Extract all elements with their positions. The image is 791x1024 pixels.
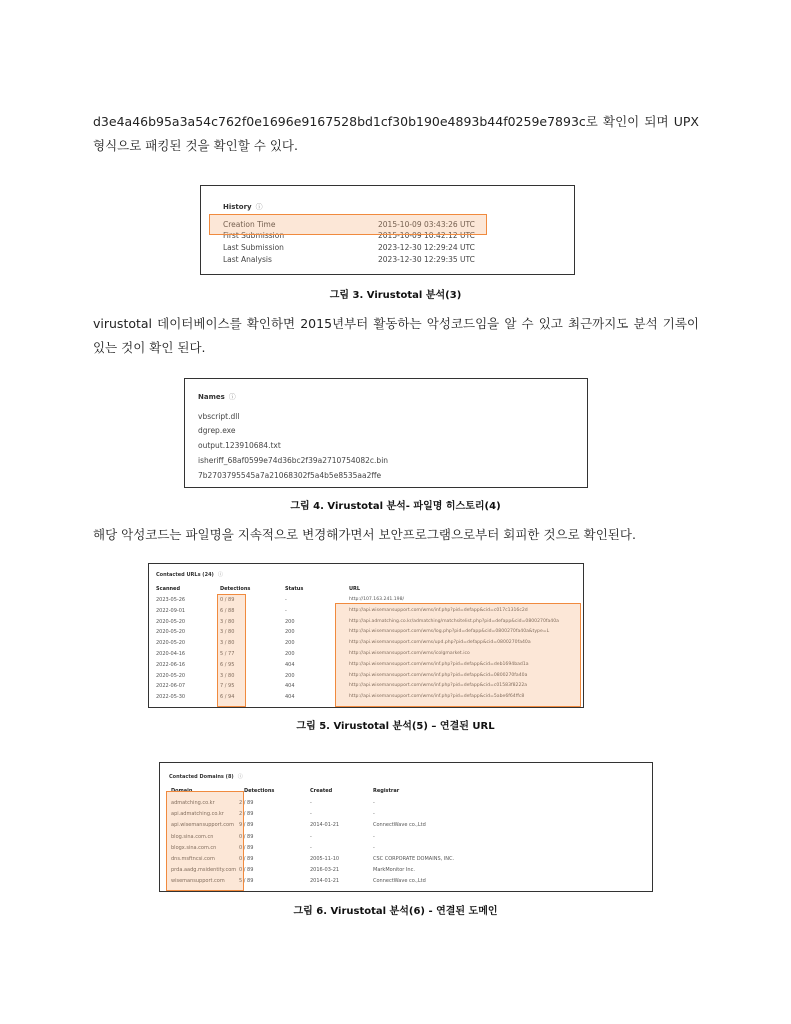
name-item: dgrep.exe xyxy=(198,426,236,435)
cell-detections: 3 / 80 xyxy=(220,629,235,636)
cell-registrar: ConnectWave co.,Ltd xyxy=(373,878,426,885)
figure3-caption: 그림 3. Virustotal 분석(3) xyxy=(329,290,462,301)
cell-scanned: 2020-05-20 xyxy=(156,640,186,647)
cell-detections: 0 / 89 xyxy=(239,844,254,851)
figure4-caption: 그림 4. Virustotal 분석- 파일명 히스토리(4) xyxy=(290,501,501,512)
cell-domain[interactable]: admatching.co.kr xyxy=(171,800,215,806)
name-item: vbscript.dll xyxy=(198,412,240,421)
cell-detections: 9 / 89 xyxy=(239,822,254,829)
cell-domain[interactable]: dns.msftncsi.com xyxy=(171,856,215,862)
history-title: History ⓘ xyxy=(223,203,263,211)
cell-detections: 5 / 89 xyxy=(239,878,254,885)
name-item: isheriff_68af0599e74d36bc2f39a2710754082c.bin xyxy=(198,456,389,465)
cell-domain[interactable]: api.admatching.co.kr xyxy=(171,811,224,818)
detections-highlight xyxy=(217,594,246,707)
cell-status: 200 xyxy=(285,629,295,636)
cell-created: - xyxy=(310,800,312,806)
cell-detections: 0 / 89 xyxy=(220,597,235,603)
name-item: output.123910684.txt xyxy=(198,441,281,450)
info-icon: ⓘ xyxy=(228,393,236,401)
cell-url[interactable]: http://api.wisemansupport.com/wms/inf.php?pid=defapp&cid=deb1694bad1a xyxy=(349,661,529,667)
cell-detections: 2 / 89 xyxy=(239,811,254,818)
creation-time-highlight xyxy=(209,214,487,235)
cell-scanned: 2022-05-30 xyxy=(156,694,186,701)
cell-scanned: 2020-04-16 xyxy=(156,651,186,657)
cell-registrar: CSC CORPORATE DOMAINS, INC. xyxy=(373,856,455,862)
cell-created: - xyxy=(310,844,312,851)
cell-registrar: - xyxy=(373,833,375,840)
cell-created: - xyxy=(310,811,312,818)
cell-url[interactable]: http://api.wisemansupport.com/wms/upd.php?pid=defapp&cid=0800270fa40a xyxy=(349,640,531,646)
cell-status: 200 xyxy=(285,672,295,679)
cell-detections: 6 / 94 xyxy=(220,694,235,701)
cell-created: 2014-01-21 xyxy=(310,822,340,829)
cell-detections: 3 / 80 xyxy=(220,672,235,679)
urls-title: Contacted URLs (24) ⓘ xyxy=(156,572,223,578)
cell-url[interactable]: http://api.wisemansupport.com/wms/inf.php?pid=defapp&cid=5abe6f64ffc8 xyxy=(349,694,525,700)
cell-detections: 3 / 80 xyxy=(220,640,235,647)
cell-url[interactable]: http://api.admatching.co.kr/admatching/matchsitelist.php?pid=defapp&cid=0800270fa40a xyxy=(349,618,559,624)
cell-scanned: 2020-05-20 xyxy=(156,618,186,625)
cell-scanned: 2022-06-07 xyxy=(156,683,186,690)
cell-url[interactable]: http://api.wisemansupport.com/wms/icolgmarket.ico xyxy=(349,651,470,656)
cell-created: 2014-01-21 xyxy=(310,878,340,885)
contacted-domains-panel xyxy=(159,762,653,892)
cell-domain[interactable]: blog.sina.com.cn xyxy=(171,833,214,840)
table-header: Scanned Detections Status URL xyxy=(156,586,361,592)
names-panel xyxy=(184,378,588,488)
cell-status: 404 xyxy=(285,661,295,668)
cell-registrar: - xyxy=(373,811,375,818)
figure5-caption: 그림 5. Virustotal 분석(5) – 연결된 URL xyxy=(296,721,495,732)
cell-status: 200 xyxy=(285,618,295,625)
cell-registrar: - xyxy=(373,844,375,851)
cell-registrar: ConnectWave co.,Ltd xyxy=(373,822,426,829)
cell-detections: 5 / 77 xyxy=(220,651,235,657)
figure6-caption: 그림 6. Virustotal 분석(6) - 연결된 도메인 xyxy=(293,906,498,917)
cell-url[interactable]: http://api.wisemansupport.com/wms/inf.php?pid=defapp&cid=c01583f8222a xyxy=(349,683,528,689)
cell-domain[interactable]: blogx.sina.com.cn xyxy=(171,844,217,851)
url-highlight xyxy=(335,603,581,707)
cell-detections: 6 / 95 xyxy=(220,661,235,668)
history-panel: History ⓘ Creation Time 2015-10-09 03:43:26 UTC First Submission 2015-10-09 10:42:12 UTC Last Submission 2023-12-30 12:29:24 UTC Last Analysis 2023-12-30 12:29:35 UTC xyxy=(200,185,575,275)
cell-scanned: 2020-05-20 xyxy=(156,629,186,636)
cell-url[interactable]: http://api.wisemansupport.com/wms/log.php?pid=defapp&cid=0800270fa40a&type=L xyxy=(349,629,550,635)
cell-registrar: MarkMonitor Inc. xyxy=(373,867,415,874)
cell-detections: 6 / 88 xyxy=(220,607,235,614)
cell-domain[interactable]: wisemansupport.com xyxy=(171,878,225,885)
table-header: Domain Detections Created Registrar xyxy=(171,788,400,794)
cell-scanned: 2023-05-26 xyxy=(156,597,186,603)
cell-status: - xyxy=(285,607,287,614)
domains-title: Contacted Domains (8) ⓘ xyxy=(169,774,243,780)
name-item: 7b2703795545a7a21068302f5a4b5e8535aa2ffe xyxy=(198,471,382,480)
cell-domain[interactable]: api.wisemansupport.com xyxy=(171,822,234,829)
cell-url[interactable]: http://107.163.241.198/ xyxy=(349,597,405,602)
paragraph-filename: 해당 악성코드는 파일명을 지속적으로 변경해가면서 보안프로그램으로부터 회피한 것으로 확인된다. xyxy=(93,527,636,542)
cell-detections: 3 / 80 xyxy=(220,618,235,625)
cell-detections: 0 / 89 xyxy=(239,856,254,862)
cell-created: - xyxy=(310,833,312,840)
contacted-urls-panel xyxy=(148,563,584,708)
cell-status: 404 xyxy=(285,683,295,690)
cell-url[interactable]: http://api.wisemansupport.com/wms/inf.php?pid=defapp&cid=0800270fa40a xyxy=(349,672,528,678)
cell-status: 200 xyxy=(285,651,295,657)
cell-scanned: 2022-09-01 xyxy=(156,607,186,614)
cell-created: 2016-03-21 xyxy=(310,867,340,874)
cell-detections: 2 / 89 xyxy=(239,800,254,806)
info-icon: ⓘ xyxy=(255,203,263,211)
cell-registrar: - xyxy=(373,800,375,806)
paragraph-database: virustotal 데이터베이스를 확인하면 2015년부터 활동하는 악성코드임을 알 수 있고 최근까지도 분석 기록이 있는 것이 확인 된다. xyxy=(93,316,699,355)
cell-status: 200 xyxy=(285,640,295,647)
cell-status: - xyxy=(285,597,287,603)
info-icon: ⓘ xyxy=(237,774,243,780)
cell-scanned: 2020-05-20 xyxy=(156,672,186,679)
cell-status: 404 xyxy=(285,694,295,701)
info-icon: ⓘ xyxy=(217,572,223,578)
cell-created: 2005-11-10 xyxy=(310,856,340,862)
cell-detections: 0 / 89 xyxy=(239,867,254,874)
names-title: Names ⓘ xyxy=(198,393,236,401)
cell-detections: 0 / 89 xyxy=(239,833,254,840)
paragraph-hash: d3e4a46b95a3a54c762f0e1696e9167528bd1cf30b190e4893b44f0259e7893c로 확인이 되며 UPX 형식으로 패킹된 것을 확인할 수 있다. xyxy=(93,114,699,153)
cell-detections: 7 / 95 xyxy=(220,683,235,690)
cell-scanned: 2022-06-16 xyxy=(156,661,186,668)
domain-highlight xyxy=(166,791,244,891)
cell-url[interactable]: http://api.wisemansupport.com/wms/inf.php?pid=defapp&cid=c017c1316c2d xyxy=(349,607,528,613)
cell-domain[interactable]: prda.aadg.msidentity.com xyxy=(171,867,237,874)
